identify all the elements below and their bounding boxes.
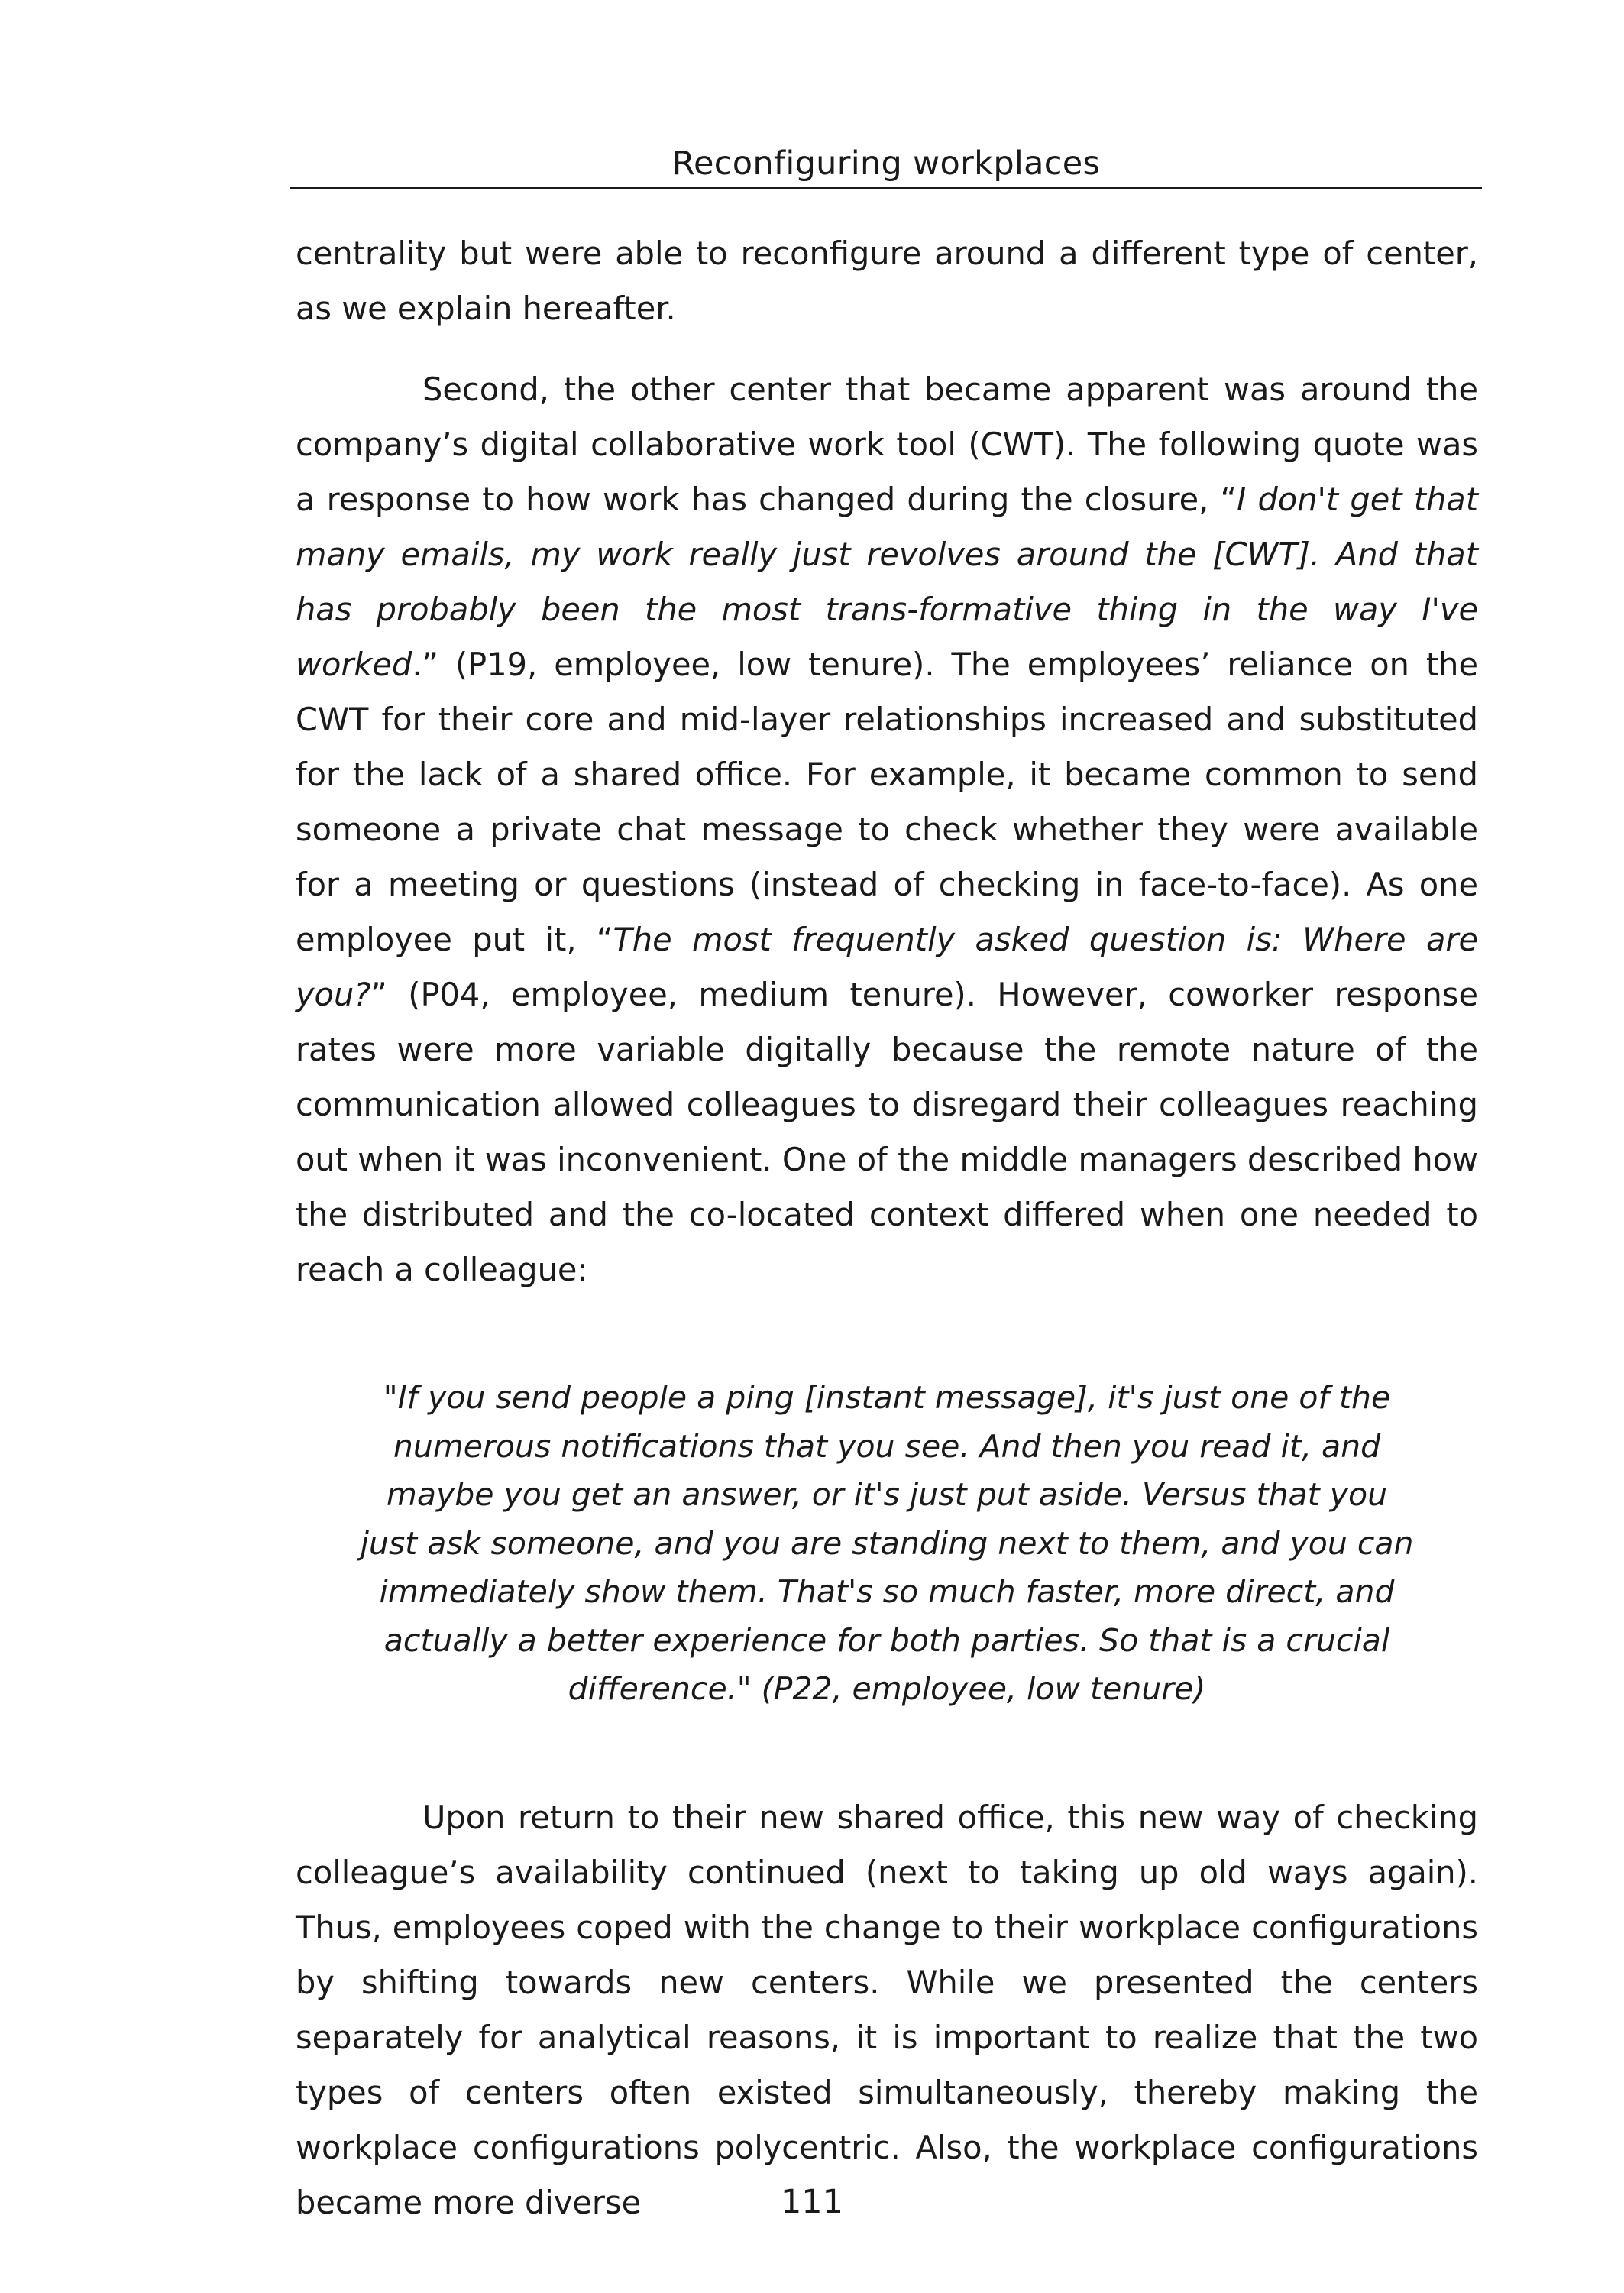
page-number: 111 <box>780 2183 844 2221</box>
header-rule <box>290 187 1482 189</box>
paragraph-3: Upon return to their new shared office, this new way of checking colleague’s availability continued (next to taking up old ways again). Thus, employees coped with the change to their workplace configurations by shifting towards new centers. While we presented the centers separately for analytical reasons, it is important to realize that the two types of centers often existed simultaneously, thereby making the workplace configurations polycentric. Also, the workplace configurations became more diverse <box>296 1798 1478 2221</box>
paragraph-2-text-e: ” (P04, employee, medium tenure). However, coworker response rates were more variable digitally because the remote nature of the communication allowed colleagues to disregard their colleagues reaching out when it was inconvenient. One of the middle managers described how the distributed and the co-located context differed when one needed to reach a colleague: <box>296 976 1478 1288</box>
block-quote-p22: "If you send people a ping [instant message], it's just one of the numerous notifications that you see. And then you read it, and maybe you get an answer, or it's just put aside. Versus that you just ask someone, and you are standing next to them, and you can immediately show them. That's so much faster, more direct, and actually a better experience for both parties. So that is a crucial difference." (P22, employee, low tenure) <box>360 1379 1414 1707</box>
paragraph-2 <box>296 362 1478 1297</box>
quote-p19: I don't get that many emails, my work really just revolves around the [CWT]. And that has probably been the most trans-formative thing in the way I've worked <box>296 481 1479 683</box>
body-text <box>296 226 1478 2230</box>
paragraph-2-text-c: .” (P19, employee, low tenure). The employees’ reliance on the CWT for their core and mid-layer relationships increased and substituted for the lack of a shared office. For example, it became common to send someone a private chat message to check whether they were available for a meeting or questions (instead of checking in face-to-face). As one employee put it, “ <box>296 646 1478 958</box>
paragraph-1: centrality but were able to reconfigure around a different type of center, as we explain hereafter. <box>296 235 1478 327</box>
quote-p04: The most frequently asked question is: Where are you? <box>296 921 1478 1013</box>
paragraph-2-text-a: Second, the other center that became apparent was around the company’s digital collaborative work tool (CWT). The following quote was a response to how work has changed during the closure, “ <box>296 371 1478 518</box>
running-header: Reconfiguring workplaces <box>671 144 1101 183</box>
